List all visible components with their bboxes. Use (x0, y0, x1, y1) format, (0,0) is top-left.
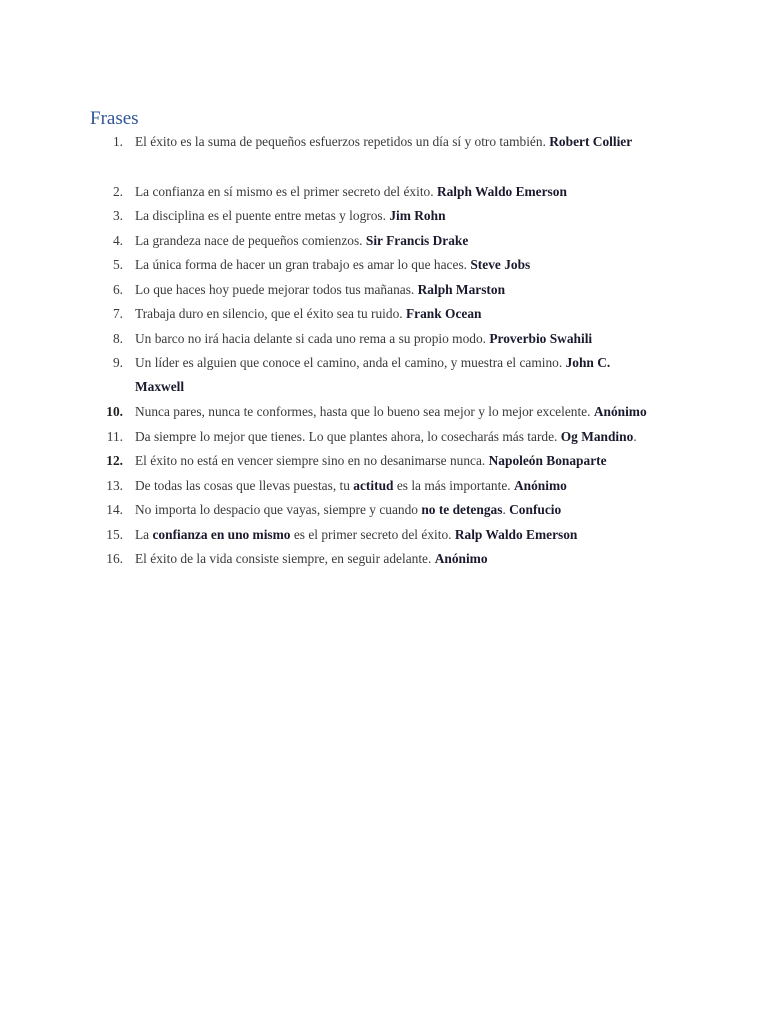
quote-text (135, 180, 567, 204)
list-number: 4. (112, 233, 123, 248)
quote-segment: De todas las cosas que llevas puestas, tu (135, 478, 354, 493)
list-number: 12. (106, 453, 123, 468)
quote-segment: es la más importante. (393, 478, 514, 493)
quote-text (135, 130, 632, 154)
quote-segment: No importa lo despacio que vayas, siempre y cuando (135, 502, 422, 517)
quote-text (135, 253, 530, 277)
list-number: 9. (112, 355, 123, 370)
quote-segment: La grandeza nace de pequeños comienzos. (135, 233, 366, 248)
list-number: 6. (112, 282, 123, 297)
quote-text (135, 302, 482, 326)
quote-text (135, 229, 468, 253)
quote-emphasis: Robert Collier (549, 134, 633, 149)
quote-emphasis: actitud (353, 478, 394, 493)
quote-emphasis: Anónimo (434, 551, 488, 566)
quote-emphasis: John C. (565, 355, 611, 370)
quote-emphasis: Napoleón Bonaparte (488, 453, 607, 468)
quote-segment: El éxito de la vida consiste siempre, en seguir adelante. (135, 551, 435, 566)
quote-text (135, 474, 567, 498)
quote-text (135, 547, 488, 571)
list-number: 14. (106, 502, 123, 517)
quote-text (135, 400, 647, 424)
quote-emphasis: no te detengas (421, 502, 503, 517)
list-number: 11. (106, 429, 123, 444)
quote-text (135, 351, 610, 399)
quote-emphasis: Ralph Waldo Emerson (436, 184, 567, 199)
list-number: 7. (112, 306, 123, 321)
page-title: Frases (90, 108, 139, 129)
quote-text (135, 327, 592, 351)
quote-segment: Nunca pares, nunca te conformes, hasta que lo bueno sea mejor y lo mejor excelente. (135, 404, 594, 419)
list-number: 16. (106, 551, 123, 566)
quote-segment: Trabaja duro en silencio, que el éxito sea tu ruido. (135, 306, 406, 321)
quote-segment: La única forma de hacer un gran trabajo es amar lo que haces. (135, 257, 471, 272)
quote-text (135, 204, 446, 228)
list-number: 13. (106, 478, 123, 493)
quote-emphasis: Sir Francis Drake (365, 233, 469, 248)
quote-segment: Lo que haces hoy puede mejorar todos tus mañanas. (135, 282, 418, 297)
quote-text (135, 449, 607, 473)
quote-emphasis: Confucio (509, 502, 562, 517)
quote-segment: . (502, 502, 510, 517)
quote-segment: . (633, 429, 637, 444)
quote-emphasis: Ralp Waldo Emerson (454, 527, 578, 542)
quote-text (135, 425, 637, 449)
quote-segment: Un barco no irá hacia delante si cada uno rema a su propio modo. (135, 331, 490, 346)
quote-segment: La disciplina es el puente entre metas y logros. (135, 208, 390, 223)
list-number: 1. (112, 134, 123, 149)
quote-emphasis: Ralph Marston (417, 282, 506, 297)
quote-emphasis: Anónimo (513, 478, 567, 493)
quote-emphasis: Proverbio Swahili (489, 331, 593, 346)
quote-segment: es el primer secreto del éxito. (290, 527, 455, 542)
list-number: 10. (106, 404, 123, 419)
quote-segment: El éxito es la suma de pequeños esfuerzos repetidos un día sí y otro también. (135, 134, 550, 149)
list-number: 15. (106, 527, 123, 542)
quote-emphasis: Frank Ocean (405, 306, 482, 321)
quote-emphasis: Steve Jobs (470, 257, 531, 272)
quote-author-continued: Maxwell (135, 379, 185, 394)
quote-emphasis: Og Mandino (560, 429, 634, 444)
quote-text (135, 498, 561, 522)
list-number: 2. (112, 184, 123, 199)
list-number: 3. (112, 208, 123, 223)
list-number: 8. (112, 331, 123, 346)
quote-segment: Un líder es alguien que conoce el camino, anda el camino, y muestra el camino. (135, 355, 566, 370)
quote-segment: La confianza en sí mismo es el primer secreto del éxito. (135, 184, 437, 199)
quote-segment: La (135, 527, 153, 542)
list-number: 5. (112, 257, 123, 272)
quote-text (135, 278, 505, 302)
quote-text (135, 523, 577, 547)
quote-emphasis: Anónimo (593, 404, 647, 419)
quote-emphasis: Jim Rohn (389, 208, 446, 223)
quote-emphasis: confianza en uno mismo (152, 527, 291, 542)
quote-segment: Da siempre lo mejor que tienes. Lo que plantes ahora, lo cosecharás más tarde. (135, 429, 561, 444)
quote-segment: El éxito no está en vencer siempre sino en no desanimarse nunca. (135, 453, 489, 468)
